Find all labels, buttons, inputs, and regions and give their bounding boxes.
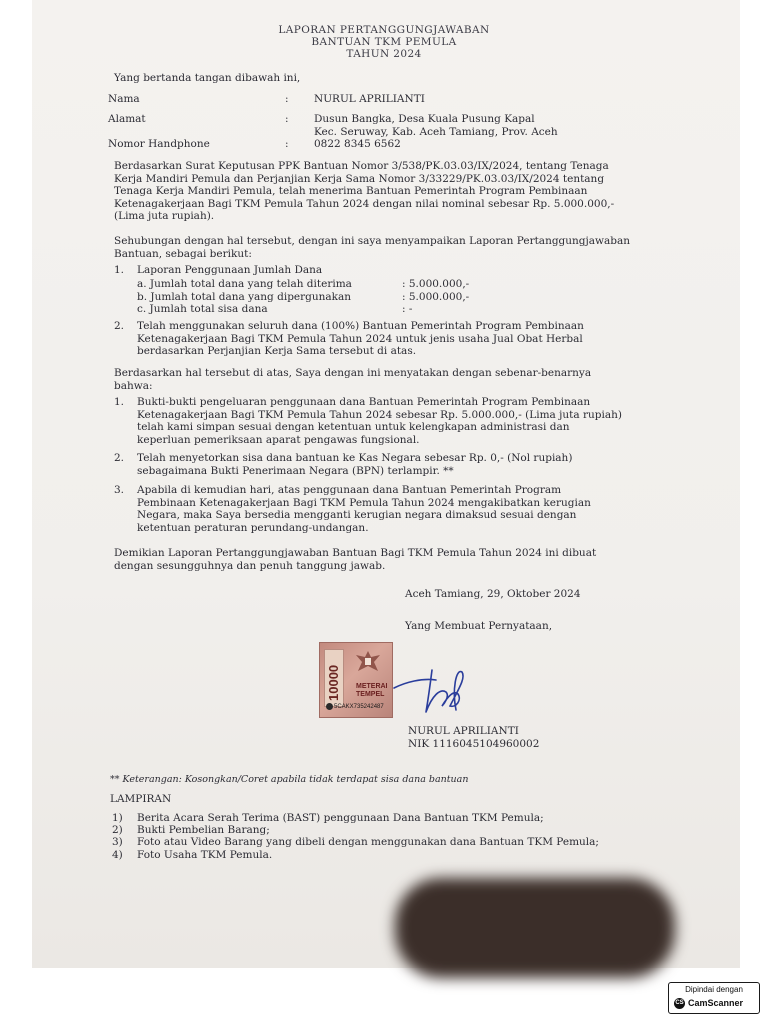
title-line-2: BANTUAN TKM PEMULA: [311, 36, 457, 48]
fund-remaining-value: : -: [402, 303, 413, 315]
camscanner-badge: [668, 982, 760, 1014]
attachment-3-text: Foto atau Video Barang yang dibeli dengan menggunakan dana Bantuan TKM Pemula;: [137, 836, 599, 848]
finger-shadow: [395, 878, 675, 978]
address-line-2: Kec. Seruway, Kab. Aceh Tamiang, Prov. Aceh: [314, 126, 558, 138]
stamp-serial: 5CAKX735242487: [334, 704, 384, 710]
statement-1-number: 1.: [114, 396, 125, 408]
handwritten-signature: [392, 660, 472, 724]
signer-name: NURUL APRILIANTI: [408, 725, 519, 737]
address-colon: :: [285, 113, 289, 125]
name-label: Nama: [108, 93, 140, 105]
name-colon: :: [285, 93, 289, 105]
phone-colon: :: [285, 138, 289, 150]
meterai-stamp: [319, 642, 393, 718]
scanner-brand: CamScanner: [688, 998, 744, 1008]
camscanner-logo-icon: CS: [674, 998, 685, 1009]
report-intro-paragraph: Sehubungan dengan hal tersebut, dengan ini saya menyampaikan Laporan Pertanggungjawaban Bantuan, sebagai berikut:: [114, 235, 631, 260]
report-item-2-text: Telah menggunakan seluruh dana (100%) Bantuan Pemerintah Program Pembinaan Ketenagakerjaan Bagi TKM Pemula Tahun 2024 untuk jenis usaha Jual Obat Herbal berdasarkan Perjanjian Kerja Sama tersebut di atas.: [137, 320, 584, 357]
attachment-4-number: 4): [112, 849, 123, 861]
place-date: Aceh Tamiang, 29, Oktober 2024: [405, 588, 581, 600]
attachments-title: LAMPIRAN: [110, 793, 172, 805]
report-item-1-number: 1.: [114, 264, 125, 276]
signer-nik: NIK 1116045104960002: [408, 738, 540, 750]
statement-2-number: 2.: [114, 452, 125, 464]
fund-used-label: b. Jumlah total dana yang dipergunakan: [137, 291, 352, 303]
attachment-4-text: Foto Usaha TKM Pemula.: [137, 849, 273, 861]
address-label: Alamat: [108, 113, 146, 125]
name-value: NURUL APRILIANTI: [314, 93, 425, 105]
stamp-qr-icon: [326, 703, 333, 710]
attachment-3-number: 3): [112, 836, 123, 848]
phone-label: Nomor Handphone: [108, 138, 210, 150]
report-item-1-title: Laporan Penggunaan Jumlah Dana: [137, 264, 323, 276]
attachment-2-number: 2): [112, 824, 123, 836]
report-item-2-number: 2.: [114, 320, 125, 332]
fund-received-value: : 5.000.000,-: [402, 278, 470, 290]
attachment-1-text: Berita Acara Serah Terima (BAST) penggunaan Dana Bantuan TKM Pemula;: [137, 812, 544, 824]
scanner-caption: Dipindai dengan: [685, 985, 743, 994]
statement-intro-paragraph: Berdasarkan hal tersebut di atas, Saya dengan ini menyatakan dengan sebenar-benarnya bahwa:: [114, 367, 592, 392]
intro-text: Yang bertanda tangan dibawah ini,: [114, 72, 301, 84]
stamp-label: METERAI TEMPEL: [356, 683, 388, 698]
footnote: ** Keterangan: Kosongkan/Coret apabila tidak terdapat sisa dana bantuan: [110, 774, 469, 785]
garuda-emblem-icon: [354, 649, 382, 675]
title-line-1: LAPORAN PERTANGGUNGJAWABAN: [278, 24, 490, 36]
closing-paragraph: Demikian Laporan Pertanggungjawaban Bantuan Bagi TKM Pemula Tahun 2024 ini dibuat dengan sesungguhnya dan penuh tanggung jawab.: [114, 547, 597, 572]
attachment-2-text: Bukti Pembelian Barang;: [137, 824, 270, 836]
statement-2-text: Telah menyetorkan sisa dana bantuan ke Kas Negara sebesar Rp. 0,- (Nol rupiah) sebagaimana Bukti Penerimaan Negara (BPN) terlampir. **: [137, 452, 573, 477]
signer-role: Yang Membuat Pernyataan,: [405, 620, 553, 632]
fund-remaining-label: c. Jumlah total sisa dana: [137, 303, 268, 315]
decree-paragraph: Berdasarkan Surat Keputusan PPK Bantuan Nomor 3/538/PK.03.03/IX/2024, tentang Tenaga Kerja Mandiri Pemula dan Perjanjian Kerja Sama Nomor 3/33229/PK.03.03/IX/2024 tentang Tenaga Kerja Mandiri Pemula, telah menerima Bantuan Pemerintah Program Pembinaan Ketenagakerjaan Bagi TKM Pemula Tahun 2024 dengan nilai nominal sebesar Rp. 5.000.000,- (Lima juta rupiah).: [114, 160, 615, 222]
title-line-3: TAHUN 2024: [346, 48, 422, 60]
stamp-value: 10000: [326, 664, 341, 701]
phone-value: 0822 8345 6562: [314, 138, 401, 150]
fund-used-value: : 5.000.000,-: [402, 291, 470, 303]
fund-received-label: a. Jumlah total dana yang telah diterima: [137, 278, 352, 290]
attachment-1-number: 1): [112, 812, 123, 824]
address-line-1: Dusun Bangka, Desa Kuala Pusung Kapal: [314, 113, 535, 125]
statement-3-text: Apabila di kemudian hari, atas penggunaan dana Bantuan Pemerintah Program Pembinaan Ketenagakerjaan Bagi TKM Pemula Tahun 2024 mengakibatkan kerugian Negara, maka Saya bersedia mengganti kerugian negara dimaksud sesuai dengan ketentuan peraturan perundang-undangan.: [137, 484, 591, 534]
statement-3-number: 3.: [114, 484, 125, 496]
statement-1-text: Bukti-bukti pengeluaran penggunaan dana Bantuan Pemerintah Program Pembinaan Ketenagakerjaan Bagi TKM Pemula Tahun 2024 sebesar Rp. 5.000.000,- (Lima juta rupiah) telah kami simpan sesuai dengan ketentuan untuk kelengkapan administrasi dan keperluan pemeriksaan aparat pengawas fungsional.: [137, 396, 622, 446]
